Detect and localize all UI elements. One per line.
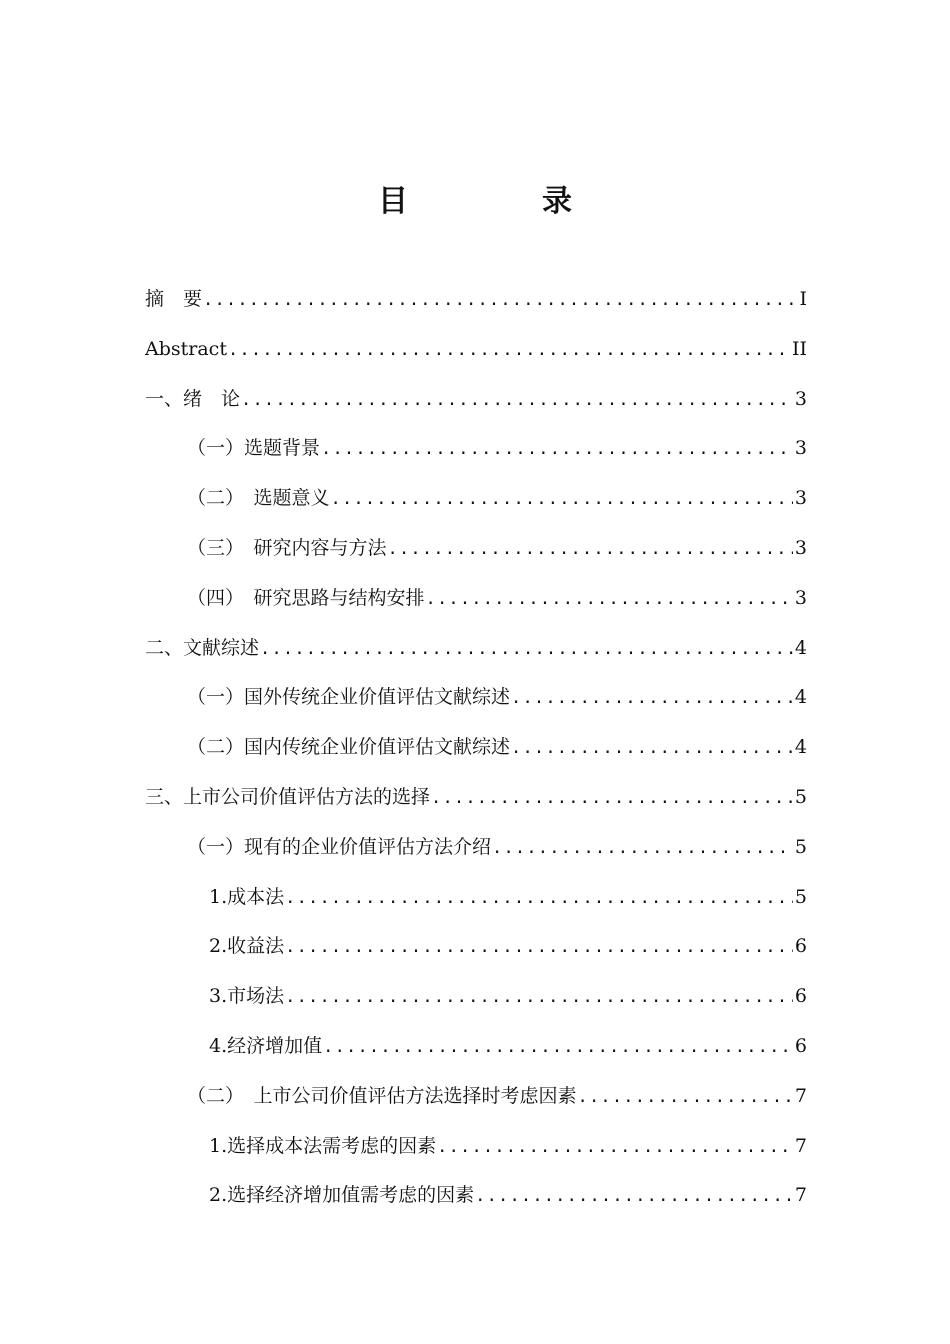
toc-page-number: 5 [794,785,807,808]
toc-dot-leader [388,525,793,575]
toc-dot-leader [437,1123,793,1173]
toc-dot-leader [511,674,793,724]
toc-page-number: 4 [794,686,807,709]
toc-entry-text: 2.选择经济增加值需考虑的因素 [209,1184,475,1207]
toc-entry-text: （二）国内传统企业价值评估文献综述 [187,736,511,759]
toc-entry-text: 4.经济增加值 [209,1034,323,1057]
toc-entry-section-1-4[interactable] [145,574,807,624]
toc-title: 目 录 [378,184,624,219]
toc-entry-text: （二） 选题意义 [187,487,330,510]
toc-dot-leader [475,1172,793,1222]
toc-entry-subsection-3-2-1[interactable] [145,1122,807,1172]
toc-entry-abstract-cn[interactable] [145,275,807,325]
toc-entry-section-3-1[interactable] [145,823,807,873]
toc-entry-text: （一）选题背景 [187,437,321,460]
toc-entry-text: 1.选择成本法需考虑的因素 [209,1134,437,1157]
toc-dot-leader [285,973,793,1023]
toc-dot-leader [492,824,793,874]
toc-entry-section-1-3[interactable] [145,524,807,574]
toc-dot-leader [578,1073,793,1123]
toc-page-number: 5 [794,835,807,858]
toc-entry-text: （四） 研究思路与结构安排 [187,586,425,609]
toc-dot-leader [285,923,793,973]
toc-dot-leader [323,1023,793,1073]
toc-dot-leader [260,625,793,675]
toc-page-number: 3 [794,437,807,460]
toc-page-number: 7 [794,1084,807,1107]
toc-entry-text: 3.市场法 [209,985,285,1008]
toc-entry-subsection-3-1-3[interactable] [145,972,807,1022]
toc-entry-chapter-1[interactable] [145,375,807,425]
toc-page-number: 3 [794,387,807,410]
toc-dot-leader [321,425,793,475]
toc-page-number: II [791,337,807,360]
toc-entry-section-3-2[interactable] [145,1072,807,1122]
toc-entry-abstract-en[interactable] [145,325,807,375]
toc-page-number: 3 [794,536,807,559]
toc-page-number: 6 [794,1034,807,1057]
toc-entry-text: 摘 要 [145,288,203,310]
toc-page-number: 7 [794,1134,807,1157]
toc-entry-subsection-3-1-1[interactable] [145,873,807,923]
toc-page-number: 4 [794,736,807,759]
toc-entry-subsection-3-1-2[interactable] [145,922,807,972]
toc-dot-leader [426,575,793,625]
toc-dot-leader [331,475,793,525]
toc-entry-section-2-2[interactable] [145,723,807,773]
toc-entry-section-1-2[interactable] [145,474,807,524]
toc-entry-section-1-1[interactable] [145,424,807,474]
toc-page-number: 5 [794,885,807,908]
toc-list [145,275,807,1221]
toc-entry-text: （一）国外传统企业价值评估文献综述 [187,686,511,709]
toc-entry-chapter-3[interactable] [145,773,807,823]
toc-entry-text: 1.成本法 [209,885,285,908]
toc-page-number: 6 [794,935,807,958]
toc-entry-text: Abstract [145,337,227,360]
toc-page-number: 6 [794,985,807,1008]
toc-entry-subsection-3-1-4[interactable] [145,1022,807,1072]
toc-page-number: 4 [794,636,807,659]
toc-entry-subsection-3-2-2[interactable] [145,1171,807,1221]
toc-page-number: 7 [794,1184,807,1207]
toc-dot-leader [285,874,793,924]
toc-entry-section-2-1[interactable] [145,673,807,723]
toc-entry-text: 三、上市公司价值评估方法的选择 [145,785,431,808]
toc-page-number: 3 [794,586,807,609]
toc-page-number: I [799,288,807,310]
toc-dot-leader [228,326,790,376]
toc-page-number: 3 [794,487,807,510]
toc-dot-leader [203,276,795,326]
toc-entry-text: （三） 研究内容与方法 [187,536,387,559]
toc-dot-leader [431,774,793,824]
toc-entry-text: （一）现有的企业价值评估方法介绍 [187,835,492,858]
toc-entry-text: 2.收益法 [209,935,285,958]
toc-dot-leader [241,376,793,426]
toc-dot-leader [511,724,793,774]
toc-entry-text: （二） 上市公司价值评估方法选择时考虑因素 [187,1084,577,1107]
toc-entry-chapter-2[interactable] [145,624,807,674]
toc-entry-text: 一、绪 论 [145,387,241,410]
toc-entry-text: 二、文献综述 [145,636,260,659]
